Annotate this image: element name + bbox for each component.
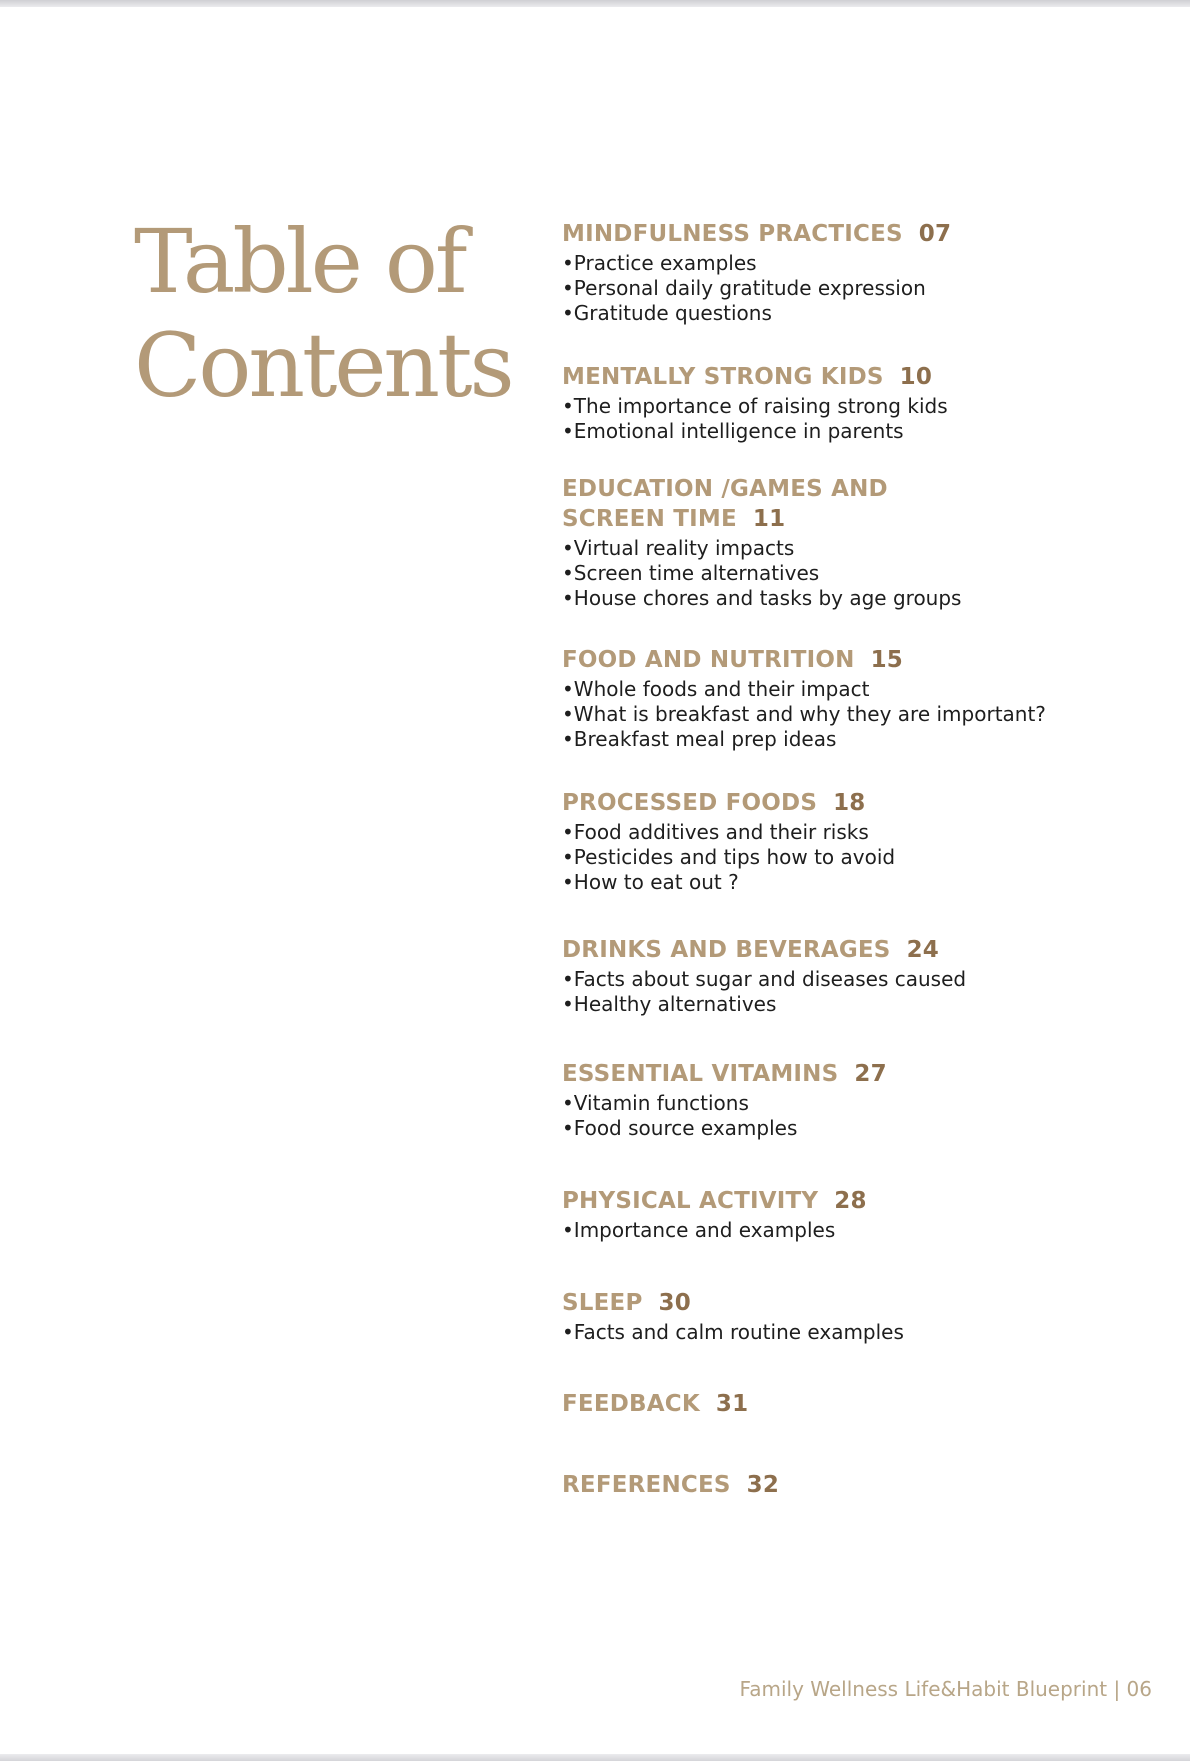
toc-section-physical-activity[interactable] — [562, 1186, 1162, 1243]
toc-heading — [562, 1470, 982, 1500]
page-footer: Family Wellness Life&Habit Blueprint | 06 — [739, 1677, 1152, 1701]
top-edge — [0, 0, 1190, 7]
toc-item: • Emotional intelligence in parents — [562, 419, 1162, 444]
toc-section-education-games[interactable] — [562, 474, 1162, 611]
toc-section-feedback[interactable] — [562, 1389, 1162, 1419]
toc-heading-label: ESSENTIAL VITAMINS — [562, 1061, 839, 1087]
toc-item: • Facts about sugar and diseases caused — [562, 967, 1162, 992]
toc-item-list — [562, 1320, 1162, 1345]
toc-item: • Facts and calm routine examples — [562, 1320, 1162, 1345]
page-title — [134, 210, 512, 418]
toc-item-list — [562, 677, 1162, 752]
toc-page-number: 32 — [746, 1472, 780, 1498]
toc-heading-label: MENTALLY STRONG KIDS — [562, 364, 884, 390]
toc-heading-label: PROCESSED FOODS — [562, 790, 818, 816]
toc-heading-label: SLEEP — [562, 1290, 643, 1316]
toc-item-list — [562, 820, 1162, 895]
toc-heading-label: FOOD AND NUTRITION — [562, 647, 855, 673]
toc-heading-label: DRINKS AND BEVERAGES — [562, 937, 891, 963]
toc-section-essential-vitamins[interactable] — [562, 1059, 1162, 1141]
toc-heading-label: REFERENCES — [562, 1472, 731, 1498]
toc-heading — [562, 219, 982, 249]
toc-heading — [562, 1288, 982, 1318]
toc-item-list — [562, 1218, 1162, 1243]
page-title-line-2: Contents — [134, 314, 512, 417]
toc-page-number: 10 — [899, 364, 933, 390]
toc-section-food-nutrition[interactable] — [562, 645, 1162, 752]
toc-item-list — [562, 1091, 1162, 1141]
toc-heading-label: EDUCATION /GAMES AND SCREEN TIME — [562, 476, 888, 532]
toc-heading — [562, 362, 982, 392]
toc-page-number: 15 — [870, 647, 904, 673]
toc-page-number: 24 — [906, 937, 939, 963]
toc-section-processed-foods[interactable] — [562, 788, 1162, 895]
toc-section-drinks-beverages[interactable] — [562, 935, 1162, 1017]
toc-item: • Food additives and their risks — [562, 820, 1162, 845]
toc-section-mentally-strong-kids[interactable] — [562, 362, 1162, 444]
toc-item: • Importance and examples — [562, 1218, 1162, 1243]
toc-page-number: 27 — [854, 1061, 887, 1087]
toc-item-list — [562, 251, 1162, 326]
toc-item: • Healthy alternatives — [562, 992, 1162, 1017]
toc-page-number: 11 — [752, 506, 786, 532]
toc-item-list — [562, 536, 1162, 611]
toc-heading — [562, 1186, 982, 1216]
toc-heading-label: FEEDBACK — [562, 1391, 700, 1417]
toc-item: • Personal daily gratitude expression — [562, 276, 1162, 301]
bottom-edge — [0, 1754, 1190, 1761]
toc-heading — [562, 1059, 982, 1089]
toc-section-mindfulness[interactable] — [562, 219, 1162, 326]
toc-item: • Gratitude questions — [562, 301, 1162, 326]
toc-item-list — [562, 967, 1162, 1017]
toc-heading-label: MINDFULNESS PRACTICES — [562, 221, 903, 247]
toc-page-number: 31 — [715, 1391, 749, 1417]
toc-item: • Practice examples — [562, 251, 1162, 276]
toc-section-references[interactable] — [562, 1470, 1162, 1500]
toc-page-number: 28 — [834, 1188, 867, 1214]
toc-heading — [562, 645, 982, 675]
toc-item: • How to eat out ? — [562, 870, 1162, 895]
toc-item: • Vitamin functions — [562, 1091, 1162, 1116]
toc-item: • Pesticides and tips how to avoid — [562, 845, 1162, 870]
toc-item: • Whole foods and their impact — [562, 677, 1162, 702]
toc-item: • Screen time alternatives — [562, 561, 1162, 586]
toc-page-number: 18 — [833, 790, 866, 816]
toc-page-number: 07 — [918, 221, 952, 247]
toc-item: • House chores and tasks by age groups — [562, 586, 1162, 611]
toc-section-sleep[interactable] — [562, 1288, 1162, 1345]
toc-page-number: 30 — [658, 1290, 691, 1316]
toc-heading — [562, 788, 982, 818]
toc-heading — [562, 1389, 982, 1419]
toc-item: • Breakfast meal prep ideas — [562, 727, 1162, 752]
toc-heading — [562, 474, 982, 534]
toc-item: • Food source examples — [562, 1116, 1162, 1141]
page-title-line-1: Table of — [134, 210, 465, 313]
toc-heading-label: PHYSICAL ACTIVITY — [562, 1188, 819, 1214]
toc-item: • Virtual reality impacts — [562, 536, 1162, 561]
toc-item: • The importance of raising strong kids — [562, 394, 1162, 419]
toc-heading — [562, 935, 982, 965]
toc-item-list — [562, 394, 1162, 444]
toc-item: • What is breakfast and why they are important? — [562, 702, 1162, 727]
